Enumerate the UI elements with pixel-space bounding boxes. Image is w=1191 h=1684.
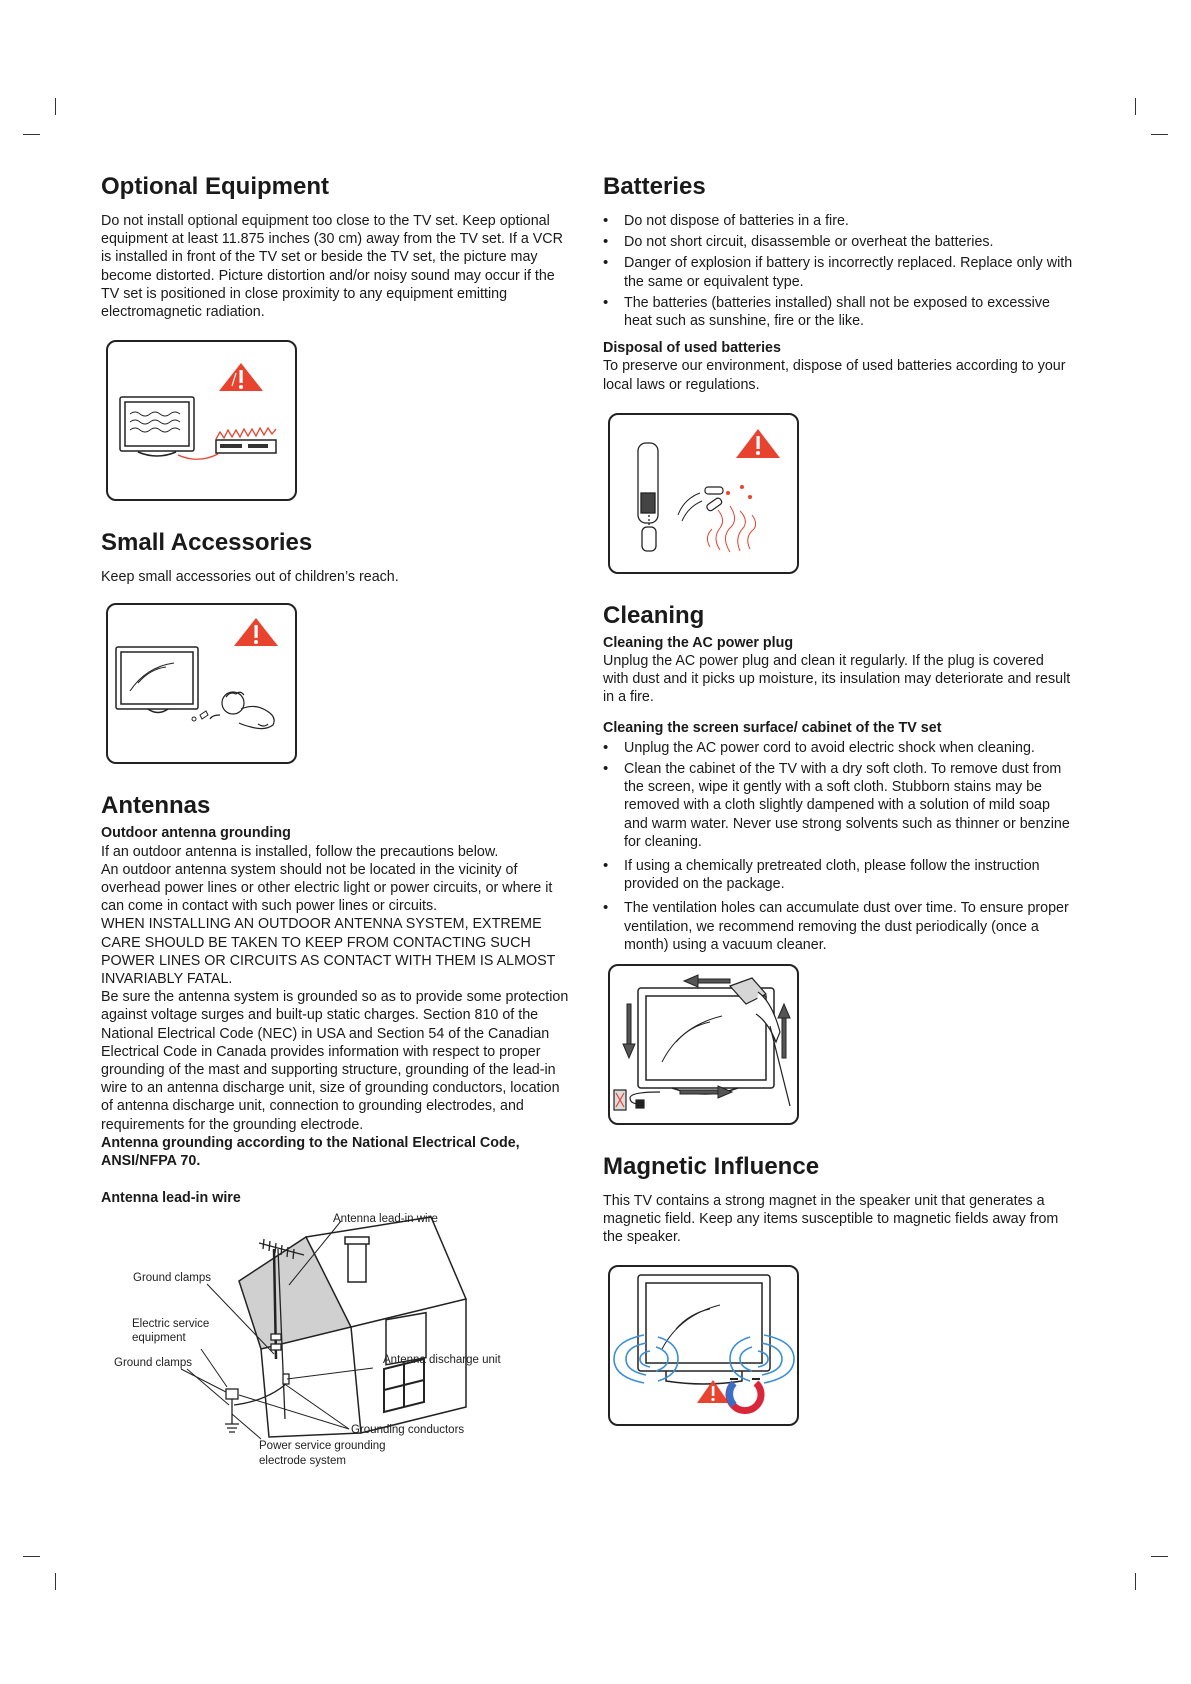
- small-accessories-section: [101, 528, 571, 764]
- fire-icon: [707, 485, 755, 552]
- section-body: To preserve our environment, dispose of used batteries according to your local laws or regulations.: [603, 358, 1066, 393]
- list-item: • If using a chemically pretreated cloth, please follow the instruction provided on the package.: [603, 857, 1073, 893]
- tv-icon: [120, 397, 194, 456]
- section-body: This TV contains a strong magnet in the speaker unit that generates a magnetic field. Keep any items susceptible to magnetic fields away from the speaker.: [603, 1193, 1059, 1246]
- tv-icon: [116, 647, 198, 713]
- section-title: Magnetic Influence: [603, 1153, 820, 1181]
- label-ground-clamps-bottom: Ground clamps: [114, 1357, 192, 1370]
- warning-icon: [736, 429, 780, 458]
- baby-icon: [210, 692, 274, 729]
- crop-mark: [55, 98, 56, 115]
- label-electric-service-1: Electric service: [132, 1318, 210, 1331]
- batteries-illustration: [608, 413, 799, 574]
- subsection-heading: Outdoor antenna grounding: [101, 825, 291, 842]
- magnetic-influence-illustration: [608, 1265, 799, 1426]
- bold-paragraph: Antenna grounding according to the National Electrical Code, ANSI/NFPA 70.: [101, 1134, 520, 1170]
- paragraph: Be sure the antenna system is grounded so as to provide some protection against voltage surges and built-up static charges. Section 810 of the National Electrical Code (NEC) in USA and Section 54 of the Canadian Electrical Code in Canada provides information with respect to proper grounding of the mast and supporting structure, grounding of the lead-in wire to an antenna discharge unit, size of grounding conductors, location of antenna discharge unit, connection to grounding electrodes, and requirements for the grounding electrode.: [101, 989, 569, 1133]
- optional-equipment-section: [101, 172, 571, 501]
- section-title: Small Accessories: [101, 529, 313, 557]
- vcr-icon: [216, 428, 276, 453]
- right-column: [603, 172, 1073, 1426]
- tv-icon: [638, 988, 774, 1094]
- label-lead-in-wire: Antenna lead-in wire: [333, 1213, 438, 1226]
- crop-mark: [23, 134, 40, 135]
- list-item: • Do not short circuit, disassemble or overheat the batteries.: [603, 233, 1073, 251]
- crop-mark: [1151, 1556, 1168, 1557]
- paragraph: An outdoor antenna system should not be located in the vicinity of overhead power lines or other electric light or power circuits, or where it can come in contact with such power lines or circuits.: [101, 861, 553, 915]
- cleaning-section: [603, 601, 1073, 1125]
- cleaning-list: [603, 739, 1073, 954]
- batteries-list: [603, 212, 1073, 330]
- tv-icon: [638, 1275, 770, 1384]
- warning-paragraph: WHEN INSTALLING AN OUTDOOR ANTENNA SYSTEM, EXTREME CARE SHOULD BE TAKEN TO KEEP FROM CONTACTING SUCH POWER LINES OR CIRCUITS AS CONTACT WITH THEM IS ALMOST INVARIABLY FATAL.: [101, 916, 556, 988]
- label-grounding-conductors: Grounding conductors: [351, 1424, 465, 1437]
- magnetic-influence-section: [603, 1152, 1073, 1426]
- label-electric-service-2: equipment: [132, 1332, 186, 1345]
- cleaning-illustration: [608, 964, 799, 1125]
- battery-icon: [678, 487, 723, 521]
- section-body: Do not install optional equipment too close to the TV set. Keep optional equipment at least 11.875 inches (30 cm) away from the TV set. If a VCR is installed in front of the TV set or beside the TV set, the picture may become distorted. Picture distortion and/or noisy sound may occur if the TV set is positioned in close proximity to any equipment emitting electromagnetic radiation.: [101, 213, 563, 321]
- magnet-icon: [729, 1379, 761, 1411]
- left-column: [101, 172, 571, 1477]
- cable-icon: [178, 454, 218, 459]
- arrow-left-icon: [684, 975, 730, 987]
- label-discharge-unit: Antenna discharge unit: [383, 1354, 501, 1367]
- subsection-heading: Cleaning the screen surface/ cabinet of the TV set: [603, 719, 942, 736]
- antenna-grounding-diagram: [101, 1209, 531, 1477]
- crop-mark: [1135, 98, 1136, 115]
- batteries-section: [603, 172, 1073, 574]
- small-accessories-illustration: [106, 603, 297, 764]
- section-body: Keep small accessories out of children’s reach.: [101, 569, 399, 586]
- list-item: • Danger of explosion if battery is incorrectly replaced. Replace only with the same or equivalent type.: [603, 254, 1073, 290]
- label-power-service-2: electrode system: [259, 1455, 346, 1468]
- subsection-heading: Disposal of used batteries: [603, 340, 781, 357]
- arrow-down-icon: [623, 1004, 635, 1058]
- paragraph: If an outdoor antenna is installed, follow the precautions below.: [101, 843, 499, 860]
- list-item: • The ventilation holes can accumulate dust over time. To ensure proper ventilation, we recommend removing the dust periodically (once a month) using a vacuum cleaner.: [603, 899, 1073, 954]
- subsection-heading: Antenna lead-in wire: [101, 1190, 241, 1207]
- label-ground-clamps-top: Ground clamps: [133, 1272, 211, 1285]
- subsection-heading: Cleaning the AC power plug: [603, 634, 794, 651]
- section-body: Unplug the AC power plug and clean it regularly. If the plug is covered with dust and it picks up moisture, its insulation may deteriorate and result in a fire.: [603, 653, 1071, 706]
- optional-equipment-illustration: [106, 340, 297, 501]
- warning-icon: [234, 618, 278, 646]
- hand-cloth-icon: [730, 978, 790, 1106]
- section-title: Cleaning: [603, 601, 705, 629]
- antennas-section: [101, 791, 571, 1477]
- section-title: Batteries: [603, 173, 706, 200]
- section-title: Optional Equipment: [101, 173, 329, 200]
- list-item: • Do not dispose of batteries in a fire.: [603, 212, 1073, 230]
- crop-mark: [55, 1573, 56, 1590]
- label-power-service-1: Power service grounding: [259, 1440, 386, 1453]
- crop-mark: [1151, 134, 1168, 135]
- list-item: • Unplug the AC power cord to avoid electric shock when cleaning.: [603, 739, 1073, 757]
- crop-mark: [1135, 1573, 1136, 1590]
- list-item: • The batteries (batteries installed) shall not be exposed to excessive heat such as sunshine, fire or the like.: [603, 294, 1073, 330]
- crop-mark: [23, 1556, 40, 1557]
- remote-control-icon: [638, 443, 658, 551]
- warning-icon: [219, 363, 263, 391]
- list-item: • Clean the cabinet of the TV with a dry soft cloth. To remove dust from the screen, wipe it gently with a soft cloth. Stubborn stains may be removed with a cloth slightly dampened with a solution of mild soap and warm water. Never use strong solvents such as thinner or benzine for cleaning.: [603, 760, 1073, 851]
- section-title: Antennas: [101, 792, 211, 820]
- small-accessory-icon: [192, 711, 208, 721]
- plug-icon: [614, 1090, 660, 1110]
